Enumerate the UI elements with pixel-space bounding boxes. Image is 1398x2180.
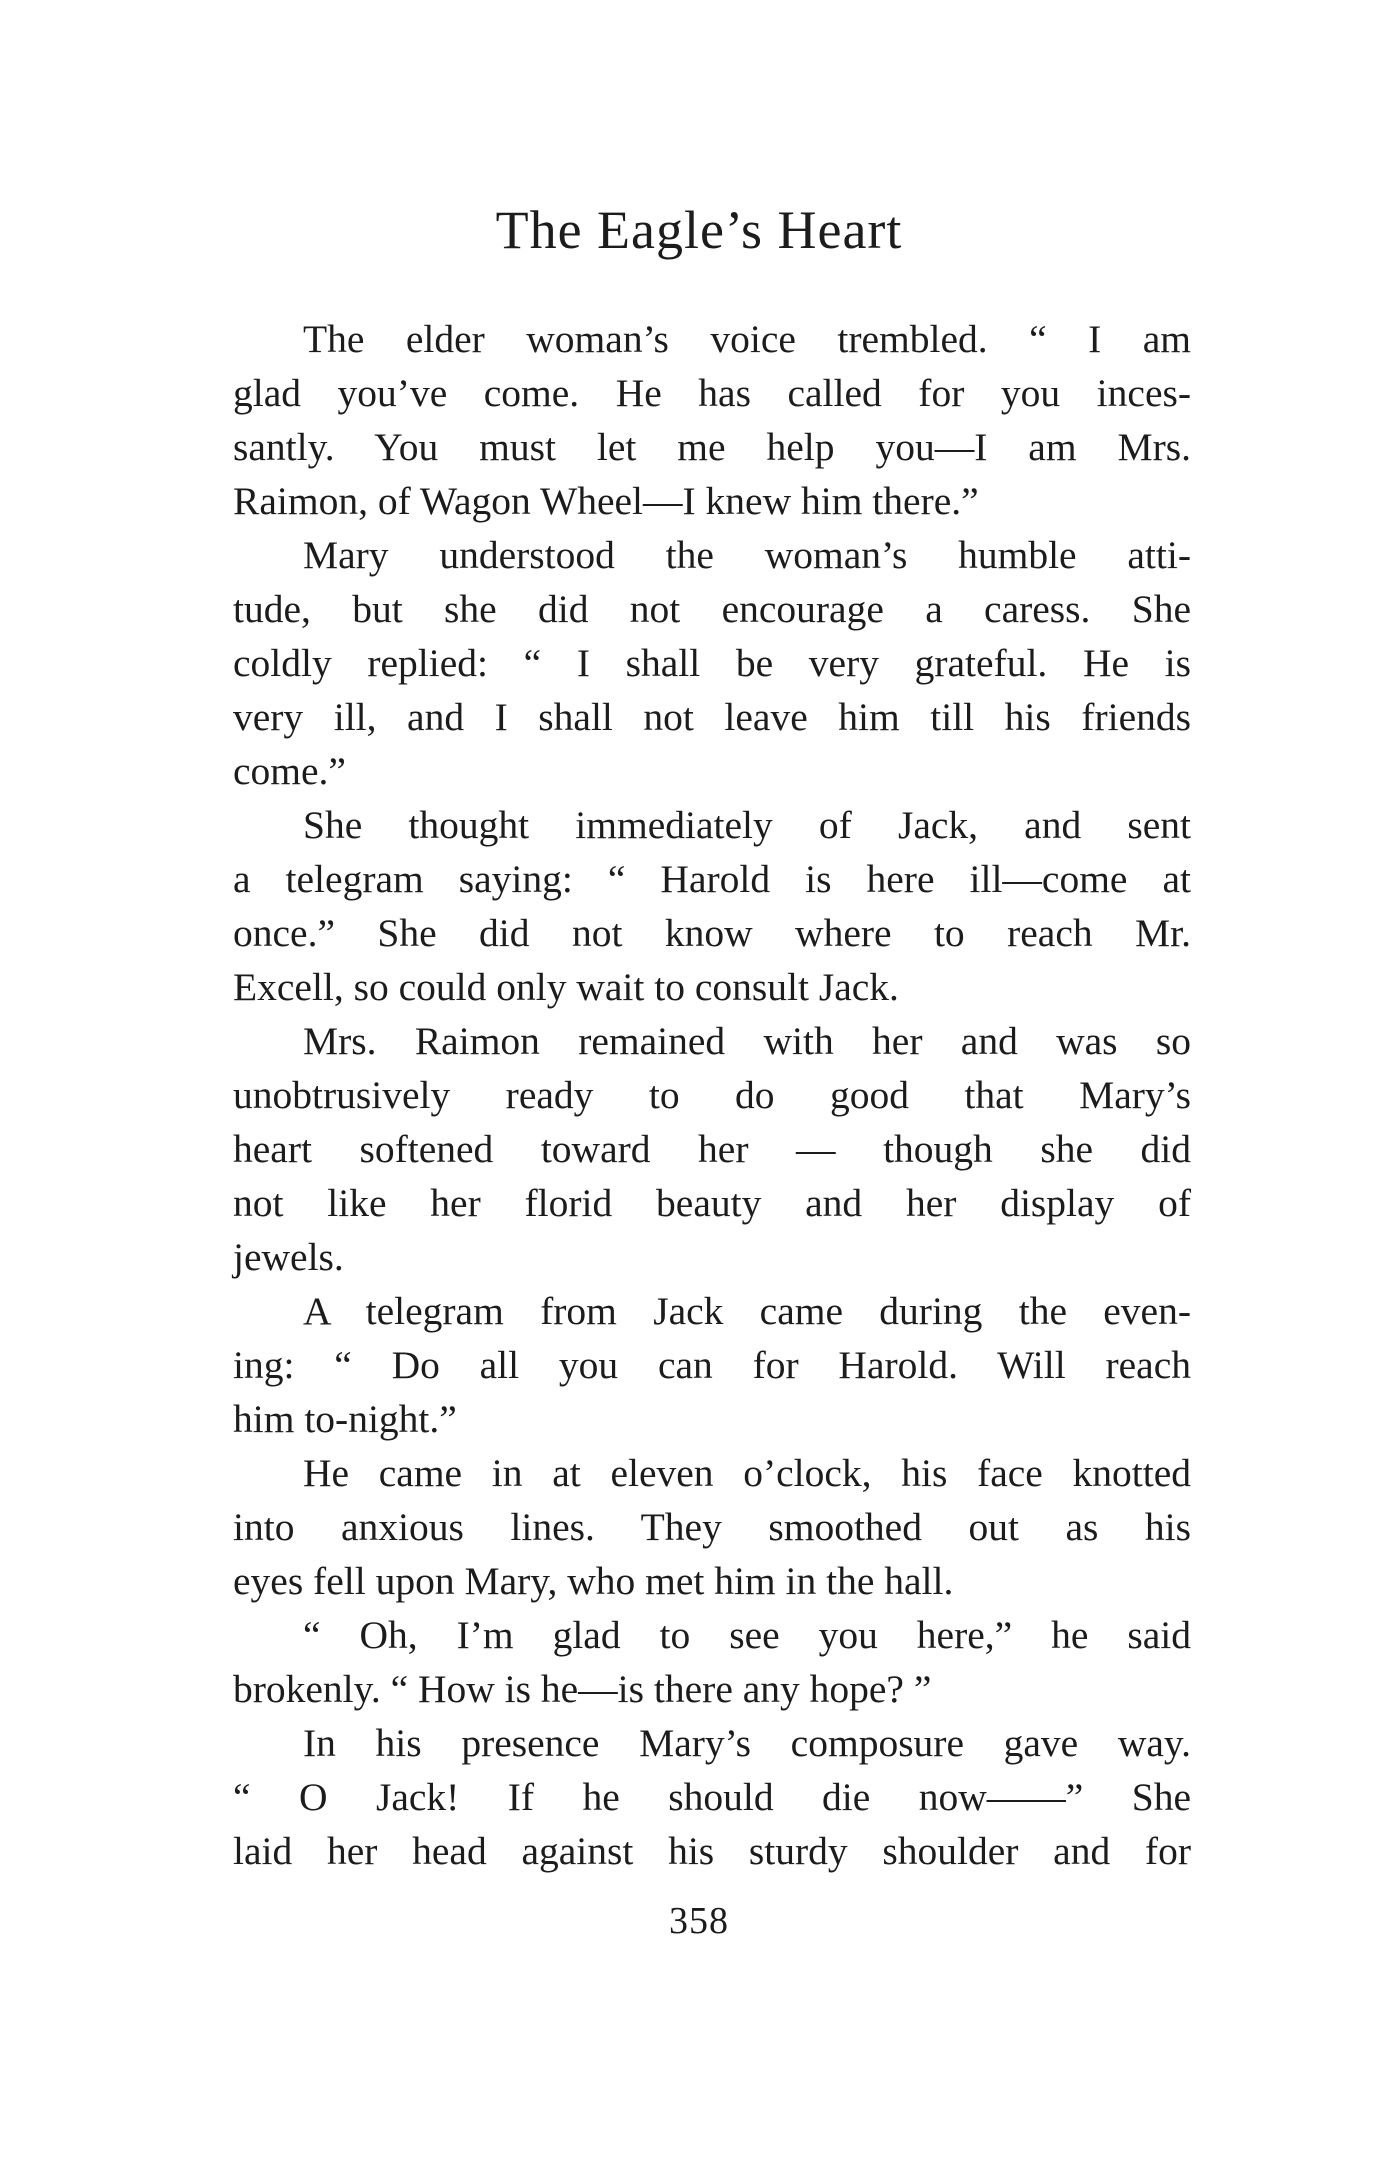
running-head: The Eagle’s Heart: [495, 200, 903, 260]
text-line: a telegram saying: “ Harold is here ill—come at: [233, 857, 1191, 901]
text-line: “ O Jack! If he should die now——” She: [233, 1775, 1191, 1819]
text-line: brokenly. “ How is he—is there any hope? ”: [233, 1667, 932, 1711]
text-line: him to-night.”: [233, 1397, 457, 1441]
text-line: Raimon, of Wagon Wheel—I knew him there.”: [233, 479, 979, 523]
text-line: eyes fell upon Mary, who met him in the hall.: [233, 1559, 954, 1603]
text-line: unobtrusively ready to do good that Mary’s: [233, 1073, 1191, 1117]
text-line: The elder woman’s voice trembled. “ I am: [303, 317, 1191, 361]
page-number: 358: [669, 1900, 729, 1942]
text-line: once.” She did not know where to reach Mr.: [233, 911, 1191, 955]
text-line: She thought immediately of Jack, and sent: [303, 803, 1191, 847]
text-line: heart softened toward her — though she did: [233, 1127, 1191, 1171]
text-line: “ Oh, I’m glad to see you here,” he said: [303, 1613, 1191, 1657]
text-line: come.”: [233, 749, 346, 793]
text-line: laid her head against his sturdy shoulder and for: [233, 1829, 1191, 1873]
text-line: Excell, so could only wait to consult Jack.: [233, 965, 899, 1009]
text-line: ing: “ Do all you can for Harold. Will reach: [233, 1343, 1191, 1387]
text-line: glad you’ve come. He has called for you inces-: [233, 371, 1191, 415]
text-line: In his presence Mary’s composure gave way.: [303, 1721, 1191, 1765]
text-line: jewels.: [233, 1235, 344, 1279]
text-line: not like her florid beauty and her display of: [233, 1181, 1191, 1225]
text-line: Mrs. Raimon remained with her and was so: [303, 1019, 1191, 1063]
text-line: He came in at eleven o’clock, his face knotted: [303, 1451, 1191, 1495]
text-line: coldly replied: “ I shall be very grateful. He is: [233, 641, 1191, 685]
text-line: santly. You must let me help you—I am Mrs.: [233, 425, 1191, 469]
text-line: very ill, and I shall not leave him till his friends: [233, 695, 1191, 739]
text-line: Mary understood the woman’s humble atti-: [303, 533, 1191, 577]
text-line: into anxious lines. They smoothed out as his: [233, 1505, 1191, 1549]
text-line: tude, but she did not encourage a caress. She: [233, 587, 1191, 631]
text-line: A telegram from Jack came during the even-: [303, 1289, 1191, 1333]
